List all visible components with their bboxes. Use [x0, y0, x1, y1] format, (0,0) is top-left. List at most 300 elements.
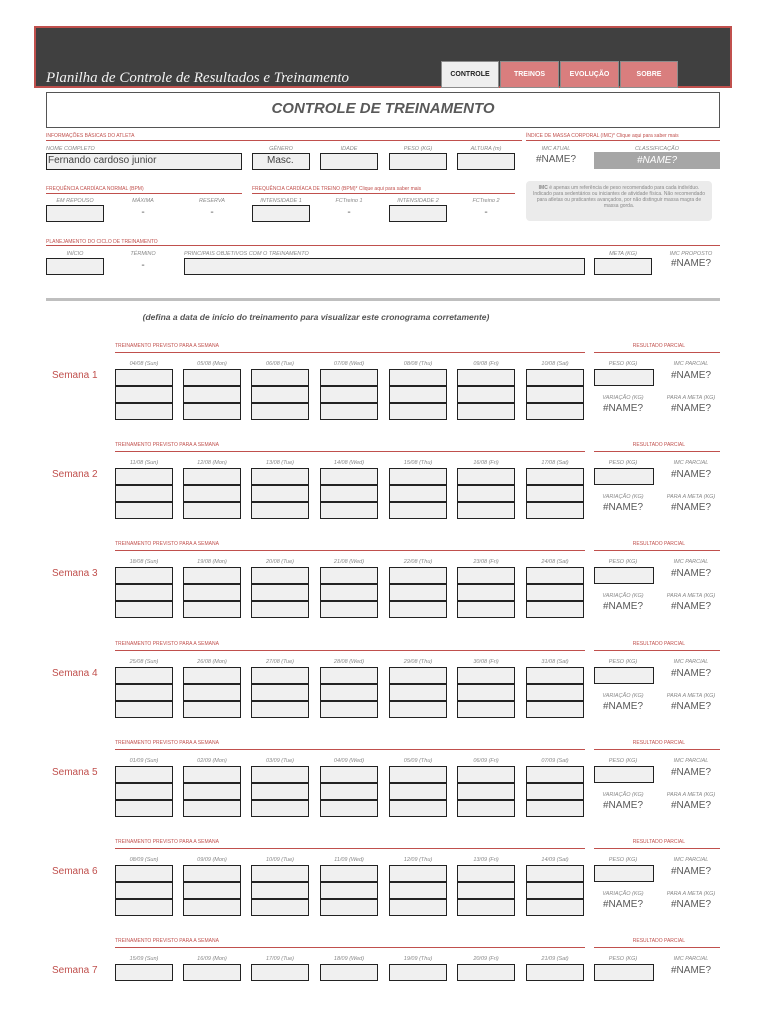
day-label: 07/08 (Wed)	[333, 361, 365, 367]
training-cell[interactable]	[320, 601, 378, 618]
training-cell[interactable]	[183, 601, 241, 618]
training-cell[interactable]	[457, 964, 515, 981]
fc2-label: FCTreino 2	[472, 198, 500, 204]
week-weight-label: PESO (KG)	[608, 956, 638, 962]
training-cell[interactable]	[457, 567, 515, 584]
week-variation-value: #NAME?	[602, 601, 643, 612]
week-imc-value: #NAME?	[670, 866, 711, 877]
training-cell[interactable]	[320, 567, 378, 584]
training-cell[interactable]	[251, 584, 309, 601]
week-imc-value: #NAME?	[670, 469, 711, 480]
training-cell[interactable]	[251, 783, 309, 800]
hr-training-section-title[interactable]: FREQUÊNCIA CARDÍACA DE TREINO (BPM)* Clique aqui para saber mais	[252, 186, 422, 192]
training-cell[interactable]	[251, 800, 309, 817]
training-cell[interactable]	[389, 567, 447, 584]
training-cell[interactable]	[251, 766, 309, 783]
training-cell[interactable]	[183, 567, 241, 584]
training-cell[interactable]	[251, 882, 309, 899]
week-weight-field[interactable]	[594, 567, 654, 584]
hr-rest-label: EM REPOUSO	[56, 198, 94, 204]
training-cell[interactable]	[251, 701, 309, 718]
training-cell[interactable]	[183, 502, 241, 519]
training-cell[interactable]	[115, 701, 173, 718]
training-cell[interactable]	[526, 684, 584, 701]
week-variation-label: VARIAÇÃO (KG)	[602, 593, 644, 599]
tab-controle[interactable]: CONTROLE	[441, 61, 499, 88]
training-cell[interactable]	[251, 369, 309, 386]
week-plan-rule	[115, 749, 585, 750]
day-label: 05/08 (Mon)	[197, 361, 227, 367]
training-cell[interactable]	[526, 584, 584, 601]
week-to-goal-label: PARA A META (KG)	[666, 395, 716, 401]
tab-evolucao[interactable]: EVOLUÇÃO	[560, 61, 619, 88]
week-label: Semana 2	[52, 469, 98, 480]
training-cell[interactable]	[457, 766, 515, 783]
day-label: 29/08 (Thu)	[403, 659, 433, 665]
training-cell[interactable]	[526, 502, 584, 519]
training-cell[interactable]	[115, 667, 173, 684]
day-label: 07/09 (Sat)	[541, 758, 569, 764]
week-result-rule	[594, 352, 720, 353]
name-field[interactable]	[46, 153, 242, 170]
hr-max-value: -	[141, 207, 145, 218]
objectives-field[interactable]	[184, 258, 585, 275]
training-cell[interactable]	[183, 882, 241, 899]
end-label: TÉRMINO	[130, 251, 156, 257]
week-variation-label: VARIAÇÃO (KG)	[602, 395, 644, 401]
training-cell[interactable]	[389, 369, 447, 386]
training-cell[interactable]	[251, 601, 309, 618]
training-cell[interactable]	[115, 468, 173, 485]
training-cell[interactable]	[320, 667, 378, 684]
fc1-value: -	[347, 207, 351, 218]
age-label: IDADE	[340, 146, 358, 152]
training-cell[interactable]	[183, 584, 241, 601]
day-label: 09/08 (Fri)	[473, 361, 499, 367]
training-cell[interactable]	[457, 667, 515, 684]
day-label: 28/08 (Wed)	[333, 659, 365, 665]
training-cell[interactable]	[320, 584, 378, 601]
objectives-label: PRINCIPAIS OBJETIVOS COM O TREINAMENTO	[184, 251, 309, 257]
week-label: Semana 3	[52, 568, 98, 579]
training-cell[interactable]	[115, 584, 173, 601]
week-imc-label: IMC PARCIAL	[673, 460, 709, 466]
training-cell[interactable]	[115, 783, 173, 800]
training-cell[interactable]	[389, 584, 447, 601]
week-weight-label: PESO (KG)	[608, 857, 638, 863]
training-cell[interactable]	[457, 403, 515, 420]
section-divider	[46, 298, 720, 301]
training-cell[interactable]	[389, 502, 447, 519]
day-label: 13/09 (Fri)	[473, 857, 499, 863]
week-plan-title: TREINAMENTO PREVISTO PARA A SEMANA	[115, 442, 219, 448]
day-label: 11/09 (Wed)	[334, 857, 364, 863]
day-label: 04/09 (Wed)	[333, 758, 365, 764]
intensity2-label: INTENSIDADE 2	[397, 198, 439, 204]
goal-field[interactable]	[594, 258, 652, 275]
week-result-title: RESULTADO PARCIAL	[632, 541, 685, 547]
week-to-goal-label: PARA A META (KG)	[666, 494, 716, 500]
week-weight-field[interactable]	[594, 667, 654, 684]
week-plan-title: TREINAMENTO PREVISTO PARA A SEMANA	[115, 740, 219, 746]
training-cell[interactable]	[115, 567, 173, 584]
training-cell[interactable]	[526, 882, 584, 899]
week-weight-field[interactable]	[594, 865, 654, 882]
week-to-goal-value: #NAME?	[670, 701, 711, 712]
day-label: 08/09 (Sun)	[129, 857, 159, 863]
training-cell[interactable]	[457, 783, 515, 800]
training-cell[interactable]	[183, 403, 241, 420]
day-label: 31/08 (Sat)	[541, 659, 569, 665]
week-weight-field[interactable]	[594, 468, 654, 485]
week-plan-rule	[115, 451, 585, 452]
training-cell[interactable]	[526, 369, 584, 386]
training-cell[interactable]	[526, 701, 584, 718]
training-cell[interactable]	[251, 468, 309, 485]
day-label: 18/09 (Wed)	[333, 956, 365, 962]
week-imc-value: #NAME?	[670, 370, 711, 381]
training-cell[interactable]	[389, 882, 447, 899]
training-cell[interactable]	[183, 899, 241, 916]
week-to-goal-value: #NAME?	[670, 601, 711, 612]
week-imc-label: IMC PARCIAL	[673, 659, 709, 665]
day-label: 16/08 (Fri)	[473, 460, 499, 466]
training-cell[interactable]	[115, 403, 173, 420]
training-cell[interactable]	[526, 403, 584, 420]
training-cell[interactable]	[389, 783, 447, 800]
training-cell[interactable]	[389, 899, 447, 916]
training-cell[interactable]	[183, 667, 241, 684]
training-cell[interactable]	[183, 701, 241, 718]
intensity1-field[interactable]	[252, 205, 310, 222]
day-label: 04/08 (Sun)	[129, 361, 159, 367]
hr-rest-field[interactable]	[46, 205, 104, 222]
week-weight-label: PESO (KG)	[608, 460, 638, 466]
weight-label: PESO (KG)	[403, 146, 433, 152]
training-cell[interactable]	[389, 386, 447, 403]
day-label: 15/09 (Sun)	[129, 956, 159, 962]
week-result-title: RESULTADO PARCIAL	[632, 740, 685, 746]
training-cell[interactable]	[320, 766, 378, 783]
name-label: NOME COMPLETO	[46, 146, 95, 152]
day-label: 01/09 (Sun)	[129, 758, 159, 764]
week-result-title: RESULTADO PARCIAL	[632, 938, 685, 944]
training-cell[interactable]	[526, 601, 584, 618]
week-weight-field[interactable]	[594, 369, 654, 386]
hr-reserve-value: -	[210, 207, 214, 218]
height-label: ALTURA (m)	[470, 146, 502, 152]
week-imc-value: #NAME?	[670, 568, 711, 579]
day-label: 19/08 (Mon)	[197, 559, 227, 565]
day-label: 21/09 (Sat)	[541, 956, 569, 962]
week-variation-label: VARIAÇÃO (KG)	[602, 891, 644, 897]
training-cell[interactable]	[526, 899, 584, 916]
tab-sobre[interactable]: SOBRE	[620, 61, 678, 88]
day-label: 20/09 (Fri)	[473, 956, 499, 962]
training-cell[interactable]	[115, 800, 173, 817]
training-cell[interactable]	[251, 865, 309, 882]
training-cell[interactable]	[320, 783, 378, 800]
training-cell[interactable]	[320, 865, 378, 882]
training-cell[interactable]	[389, 865, 447, 882]
week-plan-rule	[115, 947, 585, 948]
day-label: 15/08 (Thu)	[403, 460, 433, 466]
training-cell[interactable]	[115, 601, 173, 618]
training-cell[interactable]	[251, 899, 309, 916]
weight-field[interactable]	[389, 153, 447, 170]
start-label: INÍCIO	[66, 251, 84, 257]
training-cell[interactable]	[183, 865, 241, 882]
training-cell[interactable]	[457, 800, 515, 817]
imc-classification-label: CLASSIFICAÇÃO	[634, 146, 679, 152]
training-cell[interactable]	[320, 502, 378, 519]
training-cell[interactable]	[251, 684, 309, 701]
training-cell[interactable]	[526, 485, 584, 502]
day-label: 16/09 (Mon)	[197, 956, 227, 962]
day-label: 12/08 (Mon)	[197, 460, 227, 466]
training-cell[interactable]	[183, 468, 241, 485]
training-cell[interactable]	[389, 601, 447, 618]
week-variation-value: #NAME?	[602, 502, 643, 513]
day-label: 10/08 (Sat)	[541, 361, 569, 367]
training-cell[interactable]	[251, 667, 309, 684]
training-cell[interactable]	[320, 369, 378, 386]
week-imc-label: IMC PARCIAL	[673, 559, 709, 565]
week-variation-value: #NAME?	[602, 403, 643, 414]
training-cell[interactable]	[526, 865, 584, 882]
training-cell[interactable]	[526, 667, 584, 684]
training-cell[interactable]	[457, 369, 515, 386]
week-result-rule	[594, 947, 720, 948]
week-weight-label: PESO (KG)	[608, 758, 638, 764]
week-weight-field[interactable]	[594, 964, 654, 981]
day-label: 18/08 (Sun)	[129, 559, 159, 565]
training-cell[interactable]	[251, 502, 309, 519]
training-cell[interactable]	[389, 667, 447, 684]
week-result-title: RESULTADO PARCIAL	[632, 442, 685, 448]
training-cell[interactable]	[115, 386, 173, 403]
training-cell[interactable]	[183, 766, 241, 783]
training-cell[interactable]	[320, 701, 378, 718]
day-label: 21/08 (Wed)	[333, 559, 365, 565]
training-cell[interactable]	[457, 502, 515, 519]
week-weight-field[interactable]	[594, 766, 654, 783]
imc-section-rule	[526, 140, 720, 141]
day-label: 24/08 (Sat)	[541, 559, 569, 565]
training-cell[interactable]	[320, 964, 378, 981]
training-cell[interactable]	[320, 684, 378, 701]
app-title: Planilha de Controle de Resultados e Treinamento	[46, 70, 350, 86]
week-to-goal-value: #NAME?	[670, 899, 711, 910]
week-plan-rule	[115, 848, 585, 849]
week-imc-value: #NAME?	[670, 767, 711, 778]
training-cell[interactable]	[457, 899, 515, 916]
imc-current-label: IMC ATUAL	[541, 146, 571, 152]
training-cell[interactable]	[183, 485, 241, 502]
athlete-section-rule	[46, 140, 522, 141]
training-cell[interactable]	[389, 684, 447, 701]
training-cell[interactable]	[320, 899, 378, 916]
week-imc-label: IMC PARCIAL	[673, 361, 709, 367]
training-cell[interactable]	[183, 783, 241, 800]
training-cell[interactable]	[389, 701, 447, 718]
week-label: Semana 7	[52, 965, 98, 976]
training-cell[interactable]	[115, 369, 173, 386]
fc2-value: -	[484, 207, 488, 218]
training-cell[interactable]	[320, 468, 378, 485]
week-to-goal-value: #NAME?	[670, 800, 711, 811]
week-plan-title: TREINAMENTO PREVISTO PARA A SEMANA	[115, 839, 219, 845]
training-cell[interactable]	[526, 766, 584, 783]
day-label: 17/08 (Sat)	[541, 460, 569, 466]
week-plan-title: TREINAMENTO PREVISTO PARA A SEMANA	[115, 641, 219, 647]
training-cell[interactable]	[320, 386, 378, 403]
training-cell[interactable]	[320, 403, 378, 420]
day-label: 26/08 (Mon)	[197, 659, 227, 665]
training-cell[interactable]	[457, 684, 515, 701]
imc-goal-label: IMC PROPOSTO	[669, 251, 713, 257]
training-cell[interactable]	[389, 403, 447, 420]
day-label: 17/09 (Tue)	[265, 956, 295, 962]
schedule-note: (defina a data de início do treinamento para visualizar este cronograma corretamente)	[142, 312, 490, 322]
training-cell[interactable]	[526, 386, 584, 403]
week-variation-label: VARIAÇÃO (KG)	[602, 693, 644, 699]
week-imc-label: IMC PARCIAL	[673, 758, 709, 764]
training-cell[interactable]	[389, 800, 447, 817]
imc-goal-value: #NAME?	[670, 258, 711, 269]
training-cell[interactable]	[115, 684, 173, 701]
week-plan-rule	[115, 352, 585, 353]
training-cell[interactable]	[115, 485, 173, 502]
week-to-goal-label: PARA A META (KG)	[666, 593, 716, 599]
day-label: 03/09 (Tue)	[265, 758, 295, 764]
training-cell[interactable]	[251, 403, 309, 420]
training-cell[interactable]	[115, 766, 173, 783]
week-result-rule	[594, 650, 720, 651]
week-plan-rule	[115, 650, 585, 651]
training-cell[interactable]	[457, 584, 515, 601]
week-plan-title: TREINAMENTO PREVISTO PARA A SEMANA	[115, 343, 219, 349]
day-label: 13/08 (Tue)	[265, 460, 295, 466]
imc-section-title[interactable]: ÍNDICE DE MASSA CORPORAL (IMC)* Clique aqui para saber mais	[526, 133, 679, 139]
training-cell[interactable]	[457, 701, 515, 718]
intensity2-field[interactable]	[389, 205, 447, 222]
week-variation-value: #NAME?	[602, 899, 643, 910]
training-cell[interactable]	[115, 899, 173, 916]
training-cell[interactable]	[251, 964, 309, 981]
training-cell[interactable]	[320, 800, 378, 817]
planning-rule	[46, 245, 720, 246]
week-to-goal-label: PARA A META (KG)	[666, 792, 716, 798]
day-label: 22/08 (Thu)	[403, 559, 433, 565]
week-label: Semana 4	[52, 668, 98, 679]
week-variation-value: #NAME?	[602, 800, 643, 811]
training-cell[interactable]	[183, 684, 241, 701]
week-to-goal-value: #NAME?	[670, 502, 711, 513]
intensity1-label: INTENSIDADE 1	[260, 198, 302, 204]
training-cell[interactable]	[251, 567, 309, 584]
training-cell[interactable]	[115, 882, 173, 899]
imc-note-text: é apenas um referência de peso recomendado para cada indivíduo. Indicado para sedentários ou iniciantes de atividade física. Não recomendado para atletas ou praticantes avançados, por não distinguir massa magra de massa gorda.	[532, 185, 706, 209]
age-field[interactable]	[320, 153, 378, 170]
week-label: Semana 6	[52, 866, 98, 877]
training-cell[interactable]	[457, 468, 515, 485]
training-cell[interactable]	[183, 369, 241, 386]
hr-reserve-label: RESERVA	[199, 198, 225, 204]
week-result-title: RESULTADO PARCIAL	[632, 839, 685, 845]
day-label: 05/09 (Thu)	[403, 758, 433, 764]
training-cell[interactable]	[320, 485, 378, 502]
day-label: 09/09 (Mon)	[197, 857, 227, 863]
week-variation-label: VARIAÇÃO (KG)	[602, 792, 644, 798]
training-cell[interactable]	[457, 386, 515, 403]
day-label: 23/08 (Fri)	[473, 559, 499, 565]
week-result-rule	[594, 749, 720, 750]
goal-label: META (KG)	[609, 251, 637, 257]
week-weight-label: PESO (KG)	[608, 659, 638, 665]
week-variation-label: VARIAÇÃO (KG)	[602, 494, 644, 500]
hr-training-rule	[252, 193, 515, 194]
training-cell[interactable]	[183, 964, 241, 981]
training-cell[interactable]	[457, 485, 515, 502]
training-cell[interactable]	[389, 766, 447, 783]
training-cell[interactable]	[115, 502, 173, 519]
day-label: 14/09 (Sat)	[541, 857, 569, 863]
week-plan-title: TREINAMENTO PREVISTO PARA A SEMANA	[115, 541, 219, 547]
training-cell[interactable]	[526, 567, 584, 584]
training-cell[interactable]	[389, 964, 447, 981]
start-date-field[interactable]	[46, 258, 104, 275]
training-cell[interactable]	[251, 485, 309, 502]
hr-max-label: MÁXIMA	[132, 198, 154, 204]
training-cell[interactable]	[457, 882, 515, 899]
training-cell[interactable]	[115, 865, 173, 882]
week-result-rule	[594, 451, 720, 452]
training-cell[interactable]	[526, 800, 584, 817]
day-label: 10/09 (Tue)	[265, 857, 295, 863]
gender-field[interactable]	[252, 153, 310, 170]
hr-normal-section-title: FREQUÊNCIA CARDÍACA NORMAL (BPM)	[46, 186, 144, 192]
day-label: 30/08 (Fri)	[473, 659, 499, 665]
week-imc-label: IMC PARCIAL	[673, 956, 709, 962]
training-cell[interactable]	[320, 882, 378, 899]
fc1-label: FCTreino 1	[335, 198, 363, 204]
gender-label: GÊNERO	[269, 146, 293, 152]
training-cell[interactable]	[115, 964, 173, 981]
training-cell[interactable]	[183, 386, 241, 403]
week-imc-value: #NAME?	[670, 965, 711, 976]
imc-classification-value: #NAME?	[594, 152, 720, 169]
imc-note-bold: IMC	[538, 185, 548, 191]
end-date-value: -	[141, 260, 145, 271]
tab-treinos[interactable]: TREINOS	[500, 61, 559, 88]
training-cell[interactable]	[526, 964, 584, 981]
training-cell[interactable]	[526, 468, 584, 485]
training-cell[interactable]	[251, 386, 309, 403]
training-cell[interactable]	[389, 485, 447, 502]
week-imc-label: IMC PARCIAL	[673, 857, 709, 863]
imc-current-value: #NAME?	[535, 154, 576, 165]
training-cell[interactable]	[389, 468, 447, 485]
day-label: 02/09 (Mon)	[197, 758, 227, 764]
week-result-rule	[594, 550, 720, 551]
training-cell[interactable]	[183, 800, 241, 817]
name-value: Fernando cardoso junior	[48, 155, 157, 166]
training-cell[interactable]	[526, 783, 584, 800]
training-cell[interactable]	[457, 865, 515, 882]
training-cell[interactable]	[457, 601, 515, 618]
height-field[interactable]	[457, 153, 515, 170]
